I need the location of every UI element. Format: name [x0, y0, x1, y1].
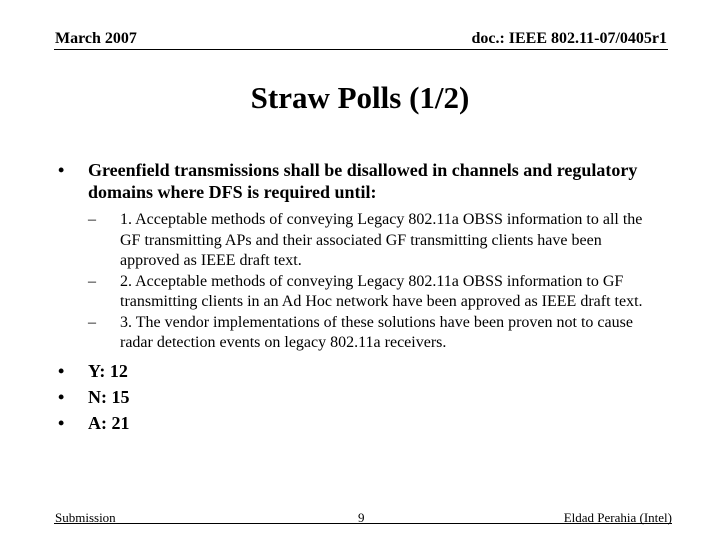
header-doc-id: doc.: IEEE 802.11-07/0405r1 — [471, 30, 667, 47]
footer-page-number: 9 — [358, 510, 365, 525]
bullet-marker: • — [58, 160, 65, 180]
slide-title: Straw Polls (1/2) — [250, 80, 470, 115]
sub-bullet-1 — [88, 210, 665, 272]
sub-bullet-marker: – — [88, 211, 96, 228]
vote-abstain — [58, 410, 688, 436]
sub-bullet-text: 2. Acceptable methods of conveying Legacy 802.11a OBSS information to GF transmitting clients in an Ad Hoc network have been approved as IEEE draft text. — [120, 272, 643, 310]
bullet-main — [58, 159, 688, 203]
sub-bullet-text: 1. Acceptable methods of conveying Legacy 802.11a OBSS information to all the GF transmitting APs and their associated GF transmitting clients have been approved as IEEE draft text. — [120, 211, 643, 269]
sub-bullet-marker: – — [88, 272, 96, 290]
vote-yes — [58, 358, 688, 384]
header-rule — [54, 49, 668, 50]
vote-abstain-text: A: 21 — [88, 412, 130, 433]
sub-bullet-3 — [88, 313, 665, 354]
footer-author: Eldad Perahia (Intel) — [563, 510, 672, 525]
footer-submission: Submission — [55, 510, 116, 525]
bullet-marker: • — [58, 412, 65, 433]
vote-yes-text: Y: 12 — [88, 360, 128, 381]
bullet-marker: • — [58, 360, 65, 381]
vote-no — [58, 384, 688, 410]
slide-body — [58, 159, 688, 436]
sub-bullet-text: 3. The vendor implementations of these solutions have been proven not to cause radar detection events on legacy 802.11a receivers. — [120, 313, 633, 351]
bullet-marker: • — [58, 386, 65, 407]
sub-bullet-2 — [88, 272, 665, 313]
vote-no-text: N: 15 — [88, 386, 130, 407]
sub-bullet-marker: – — [88, 313, 96, 331]
bullet-main-text: Greenfield transmissions shall be disallowed in channels and regulatory domains where DFS is required until: — [88, 160, 638, 202]
header-date: March 2007 — [55, 30, 137, 47]
footer-rule — [54, 523, 672, 524]
